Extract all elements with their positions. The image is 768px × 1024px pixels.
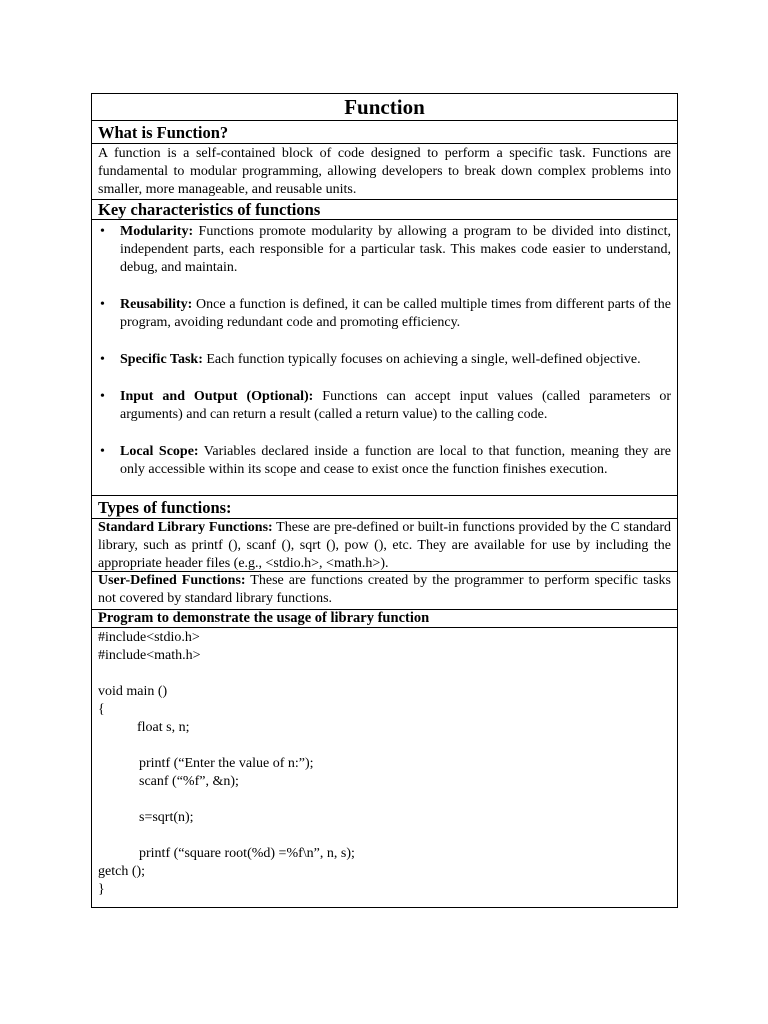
standard-term: Standard Library Functions: <box>98 520 273 535</box>
list-item <box>98 351 671 369</box>
bullet-icon: • <box>100 444 105 459</box>
standard-text: These are pre-defined or built-in functions provided by the C standard library, such as printf (), scanf (), sqrt (), pow (), etc. They are available for use by including the appropriate header files (e.g., <stdio.h>, <math.h>). <box>98 520 671 571</box>
item-text: Functions promote modularity by allowing a program to be divided into distinct, independent parts, each responsible for a particular task. This makes code easier to understand, debug, and maintain. <box>120 224 671 275</box>
program-heading: Program to demonstrate the usage of library function <box>92 610 677 628</box>
page-title: Function <box>92 94 677 121</box>
code-line: printf (“square root(%d) =%f\n”, n, s); <box>139 846 355 861</box>
item-term: Local Scope: <box>120 444 199 459</box>
code-line: s=sqrt(n); <box>139 810 194 825</box>
document-table <box>91 93 678 908</box>
item-term: Reusability: <box>120 297 193 312</box>
code-line: #include<stdio.h> <box>98 630 200 645</box>
code-line <box>98 665 671 683</box>
item-text: Functions can accept input values (called parameters or arguments) and can return a result (called a return value) to the calling code. <box>120 389 671 422</box>
code-block <box>92 628 677 899</box>
code-line: void main () <box>98 684 168 699</box>
code-line: float s, n; <box>137 720 190 735</box>
list-item <box>98 443 671 479</box>
code-line <box>98 737 671 755</box>
code-line: printf (“Enter the value of n:”); <box>139 756 314 771</box>
standard-library-paragraph <box>92 519 677 572</box>
what-is-heading: What is Function? <box>92 121 677 144</box>
code-line: getch (); <box>98 864 146 879</box>
bullet-icon: • <box>100 389 105 404</box>
item-term: Modularity: <box>120 224 194 239</box>
list-item <box>98 388 671 424</box>
item-text: Variables declared inside a function are local to that function, meaning they are only accessible within its scope and cease to exist once the function finishes execution. <box>120 444 671 477</box>
code-line: } <box>98 882 105 897</box>
code-line: #include<math.h> <box>98 648 201 663</box>
list-item <box>98 223 671 277</box>
types-heading: Types of functions: <box>92 496 677 519</box>
item-text: Once a function is defined, it can be called multiple times from different parts of the program, avoiding redundant code and promoting efficiency. <box>120 297 671 330</box>
code-line <box>98 827 671 845</box>
what-is-paragraph: A function is a self-contained block of code designed to perform a specific task. Functions are fundamental to modular programming, allowing developers to break down complex problems into smaller, more manageable, and reusable units. <box>92 144 677 200</box>
list-item <box>98 296 671 332</box>
bullet-icon: • <box>100 224 105 239</box>
bullet-icon: • <box>100 297 105 312</box>
user-defined-text: These are functions created by the programmer to perform specific tasks not covered by standard library functions. <box>98 573 672 606</box>
key-characteristics-heading: Key characteristics of functions <box>92 200 677 220</box>
user-defined-term: User-Defined Functions: <box>98 573 246 588</box>
item-term: Input and Output (Optional): <box>120 389 314 404</box>
characteristics-list <box>92 220 677 496</box>
item-term: Specific Task: <box>120 352 203 367</box>
bullet-icon: • <box>100 352 105 367</box>
user-defined-paragraph <box>92 572 677 610</box>
item-text: Each function typically focuses on achieving a single, well-defined objective. <box>202 352 641 367</box>
code-line: { <box>98 702 105 717</box>
code-line: scanf (“%f”, &n); <box>139 774 239 789</box>
code-line <box>98 791 671 809</box>
